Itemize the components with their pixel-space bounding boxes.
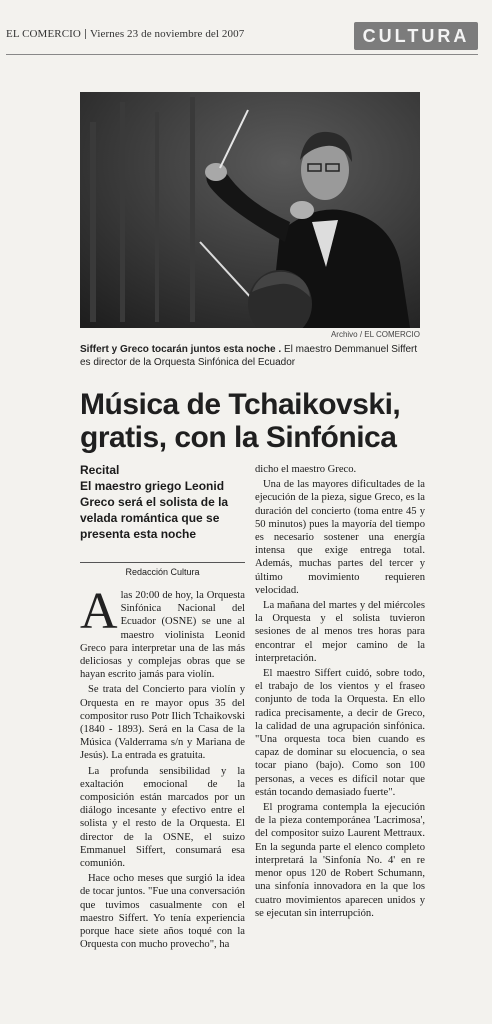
article-kicker: Recital — [80, 463, 120, 477]
article-summary: El maestro griego Leonid Greco será el solista de la velada romántica que se presenta esta noche — [80, 479, 229, 541]
conductor-photo-illustration — [80, 92, 420, 328]
paragraph-text: las 20:00 de hoy, la Orquesta Sinfónica Nacional del Ecuador (OSNE) se une al maestro violinista Leonid Greco para interpretar una de las más deliciosas y complejas obras que se hayan escrito jamás para violín. — [80, 590, 245, 681]
photo-caption — [80, 343, 425, 369]
paragraph: Hace ocho meses que surgió la idea de tocar juntos. "Fue una conversación que tuvimos casualmente con el maestro Siffert. Yo tenía experiencia porque hace siete años toqué con la Orquesta con mucho provecho", ha — [80, 873, 245, 951]
article-column-1 — [80, 463, 245, 953]
paragraph — [80, 583, 245, 681]
section-label: CULTURA — [354, 22, 478, 50]
byline-rule — [80, 562, 245, 563]
paragraph: Una de las mayores dificultades de la ejecución de la pieza, sigue Greco, es la duración del concierto (toma entre 45 y 50 minutos) pues la mayoría del tiempo es necesario sostener una energía intensa que exige entrega total. Además, muchas partes del tercer y último movimiento requieren velocidad. — [255, 479, 425, 596]
paragraph: La profunda sensibilidad y la exaltación emocional de la composición están marcados por un diálogo incesante y efectivo entre el solista y el resto de la Orquesta. El director de la OSNE, el suizo Emmanuel Siffert, consumará esa comunión. — [80, 765, 245, 870]
newspaper-name: EL COMERCIO — [6, 28, 81, 40]
photo-credit: Archivo / EL COMERCIO — [330, 330, 420, 339]
masthead-info — [6, 28, 244, 40]
conductor-photo — [80, 92, 420, 328]
paragraph: La mañana del martes y del miércoles la Orquesta y el solista tuvieron sesiones de al menos tres horas para encontrar el mejor camino de la interpretación. — [255, 600, 425, 664]
caption-lead: Siffert y Greco tocarán juntos esta noche . — [80, 344, 282, 355]
masthead — [0, 22, 492, 52]
caption-text: El maestro Demmanuel Siffert es director de la Orquesta Sinfónica del Ecuador — [80, 344, 418, 368]
masthead-rule — [6, 54, 478, 55]
paragraph: El maestro Siffert cuidó, sobre todo, el trabajo de los vientos y el fraseo conjunto de toda la Orquesta. En ello radica precisamente, a decir de Greco, la calidad de una agrupación sinfónica. "Una orquesta toca bien cuando es capaz de dominar su elocuencia, o sea tocar piano (bajo). Como son 100 personas, a veces es difícil notar que están tocando demasiado fuerte". — [255, 668, 425, 798]
masthead-separator — [85, 29, 86, 39]
article-byline: Redacción Cultura — [125, 567, 200, 577]
publication-date: Viernes 23 de noviembre del 2007 — [89, 28, 245, 40]
drop-cap: A — [80, 583, 118, 640]
paragraph: Se trata del Concierto para violín y Orquesta en re mayor opus 35 del compositor ruso Potr Ilich Tchaikovski (1840 - 1893). Será en la Casa de la Música (Valderrama s/n y Mariana de Jesús). La entrada es gratuita. — [80, 684, 246, 762]
paragraph: dicho el maestro Greco. — [255, 464, 357, 475]
article-column-2 — [255, 463, 425, 922]
article-headline: Música de Tchaikovski, gratis, con la Sinfónica — [80, 388, 401, 454]
paragraph: El programa contempla la ejecución de la pieza contemporánea 'Lacrimosa', del compositor suizo Laurent Mettraux. En la segunda parte el elenco completo interpretará la 'Sinfonía No. 4' en re menor opus 120 de Robert Schumann, una sinfonía innovadora en la que los cuatro movimientos aparecen unidos y se ejecutan sin interrupción. — [255, 802, 425, 919]
